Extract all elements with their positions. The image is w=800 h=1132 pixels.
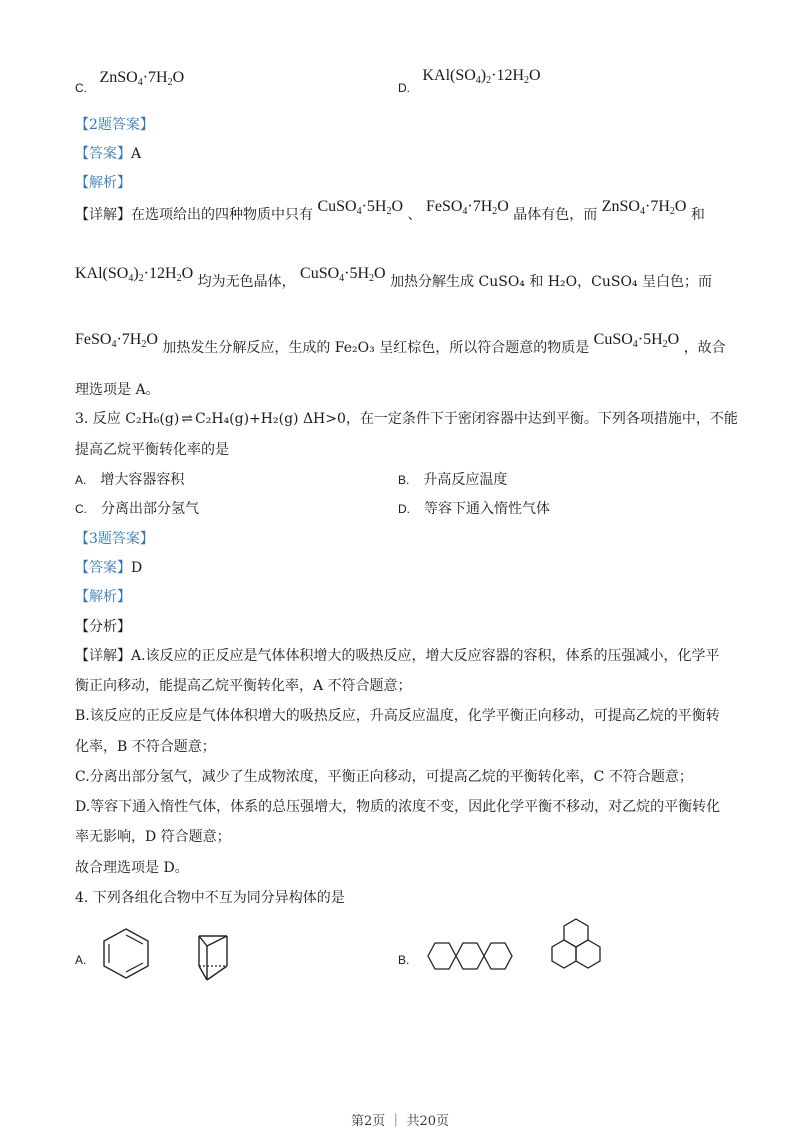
q3-detail-line-6: D.等容下通入惰性气体，体系的总压强增大，物质的浓度不变，因此化学平衡不移动，对乙烷的平衡转化 <box>75 799 721 815</box>
q3-option-b: B. 升高反应温度 <box>398 472 508 488</box>
linear-fused-rings-structure <box>426 936 522 976</box>
prismane-structure <box>193 930 233 986</box>
q2-answer-header: 【2题答案】 <box>75 117 154 133</box>
q4-option-a-label: A. <box>75 953 87 967</box>
q2-option-d <box>398 66 541 95</box>
answer-value: A <box>131 146 142 162</box>
answer-value: D <box>131 560 143 576</box>
q3-option-a: A. 增大容器容积 <box>75 472 185 488</box>
q2-detail-line-3: $FeSO_4\cdot 7H_2O$ 加热发生分解反应，生成的 Fe₂O₃ 呈红棕色，所以符合题意的物质是 $CuSO_4\cdot 5H_2O$ ，故合 <box>75 331 726 356</box>
q3-detail-line-7: 率无影响，D 符合题意； <box>75 829 231 845</box>
q3-option-c: C. 分离出部分氢气 <box>75 501 199 517</box>
page-footer: 第2页 ｜ 共20页 <box>350 1114 450 1129</box>
q3-detail-line-1: 【详解】A.该反应的正反应是气体体积增大的吸热反应，增大反应容器的容积，体系的压强减小，化学平 <box>75 648 720 664</box>
formula-cuso4-5h2o: $CuSO_4\cdot 5H_2O$ <box>593 331 680 350</box>
q2-detail-line-4: 理选项是 A。 <box>75 382 160 398</box>
benzene-structure <box>96 926 156 982</box>
q3-detail-line-3: B.该反应的正反应是气体体积增大的吸热反应，升高反应温度，化学平衡正向移动，可提高乙烷的平衡转 <box>75 708 720 724</box>
q3-detail-line-8: 故合理选项是 D。 <box>75 860 189 876</box>
q2-detail-line-2: $KAl(SO_4)_2\cdot 12H_2O$ 均为无色晶体， $CuSO_4\cdot 5H_2O$ 加热分解生成 CuSO₄ 和 H₂O，CuSO₄ 呈白色；而 <box>75 265 712 290</box>
q3-stem-line-2: 提高乙烷平衡转化率的是 <box>75 442 229 458</box>
formula-znso4-7h2o: $ZnSO_4\cdot 7H_2O$ <box>99 69 185 88</box>
q2-answer <box>75 144 141 164</box>
q3-fenxi-label: 【分析】 <box>75 619 131 635</box>
option-label: D. <box>398 81 410 95</box>
formula-znso4-7h2o: $ZnSO_4\cdot 7H_2O$ <box>601 198 687 217</box>
q3-analysis-label: 【解析】 <box>75 589 131 605</box>
q3-answer-header: 【3题答案】 <box>75 531 154 547</box>
detail-label: 【详解】 <box>75 648 131 664</box>
formula-cuso4-5h2o: $CuSO_4\cdot 5H_2O$ <box>317 198 404 217</box>
answer-label: 【答案】 <box>75 146 131 162</box>
formula-kal-so4-2-12h2o: $KAl(SO_4)_2\cdot 12H_2O$ <box>422 67 541 86</box>
q4-stem: 4. 下列各组化合物中不互为同分异构体的是 <box>75 890 345 906</box>
formula-feso4-7h2o: $FeSO_4\cdot 7H_2O$ <box>75 331 158 350</box>
option-label: C. <box>75 81 87 95</box>
formula-feso4-7h2o: $FeSO_4\cdot 7H_2O$ <box>425 198 509 217</box>
q2-detail-line-1: 【详解】在选项给出的四种物质中只有 $CuSO_4\cdot 5H_2O$ 、 $FeSO_4\cdot 7H_2O$ 晶体有色，而 $ZnSO_4\cdot 7H_2O$ 和 <box>75 198 705 223</box>
detail-label: 【详解】 <box>75 207 131 223</box>
equilibrium-arrow: ⇌ <box>181 411 194 427</box>
q3-stem-line-1: 3. 反应 C₂H₆(g) ⇌ C₂H₄(g)+H₂(g) ΔH>0，在一定条件下于密闭容器中达到平衡。下列各项措施中，不能 <box>75 411 738 427</box>
triangular-fused-rings-structure <box>543 916 609 986</box>
q3-answer <box>75 558 142 578</box>
q3-detail-line-4: 化率，B 不符合题意； <box>75 739 216 755</box>
q4-option-b-label: B. <box>398 953 410 967</box>
formula-cuso4-5h2o: $CuSO_4\cdot 5H_2O$ <box>300 265 386 284</box>
q2-analysis-label: 【解析】 <box>75 175 131 191</box>
q3-detail-line-5: C.分离出部分氢气，减少了生成物浓度，平衡正向移动，可提高乙烷的平衡转化率，C 不符合题意； <box>75 769 693 785</box>
q3-detail-line-2: 衡正向移动，能提高乙烷平衡转化率，A 不符合题意； <box>75 678 412 694</box>
formula-kal-so4-2-12h2o: $KAl(SO_4)_2\cdot 12H_2O$ <box>75 265 194 284</box>
answer-label: 【答案】 <box>75 560 131 576</box>
q3-option-d: D. 等容下通入惰性气体 <box>398 501 550 517</box>
q2-option-c <box>75 68 184 93</box>
